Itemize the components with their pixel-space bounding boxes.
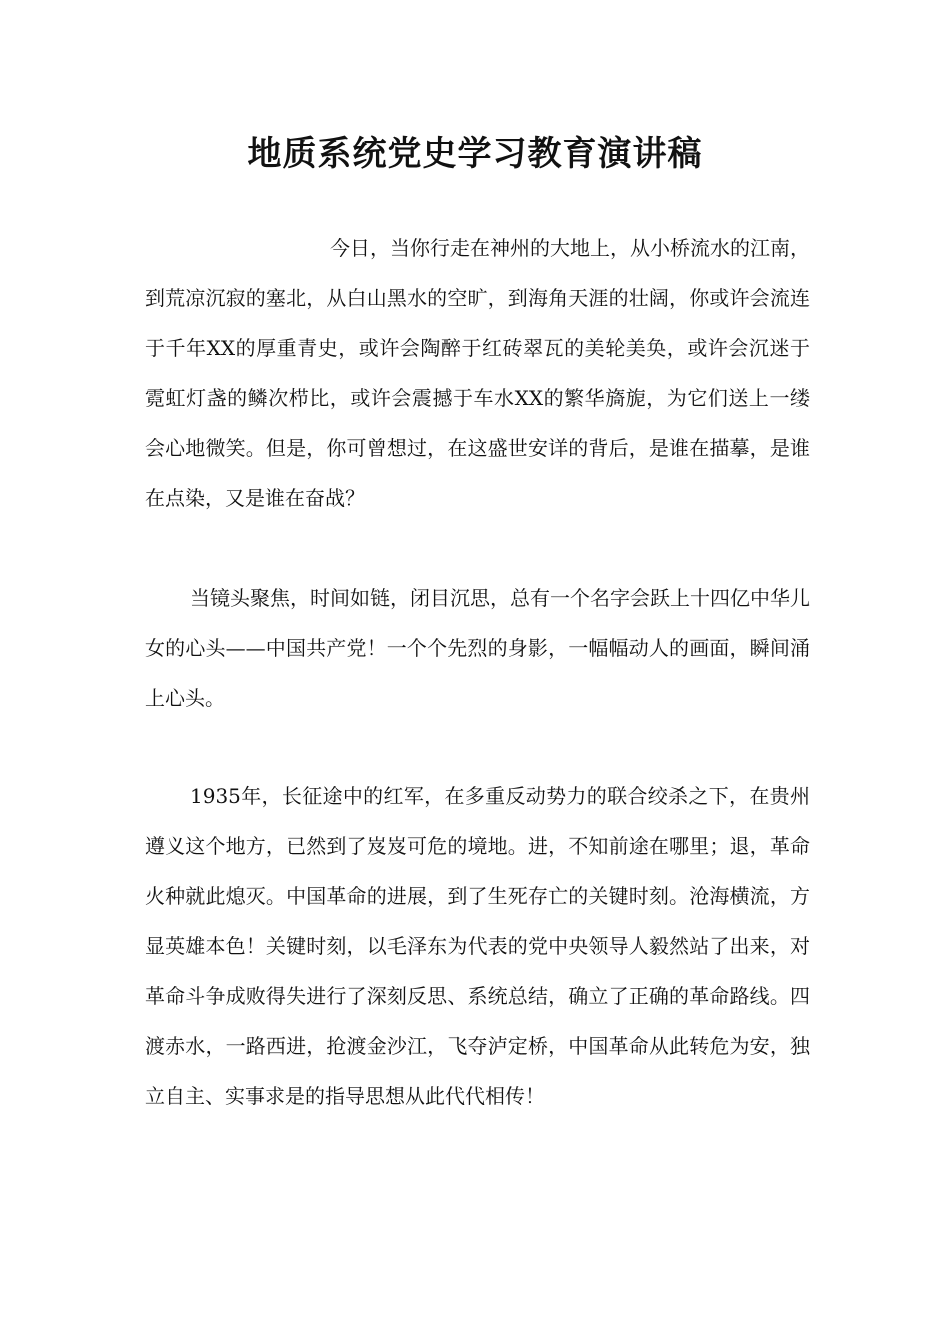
document-title: 地质系统党史学习教育演讲稿: [247, 134, 703, 174]
paragraph-2: 当镜头聚焦，时间如链，闭目沉思，总有一个名字会跃上十四亿中华儿女的心头——中国共产党！一个个先烈的身影，一幅幅动人的画面，瞬间涌上心头。: [145, 586, 810, 710]
paragraph-1: 今日，当你行走在神州的大地上，从小桥流水的江南，到荒凉沉寂的塞北，从白山黑水的空旷，到海角天涯的壮阔，你或许会流连于千年XX的厚重青史，或许会陶醉于红砖翠瓦的美轮美奂，或许会沉迷于霓虹灯盏的鳞次栉比，或许会震撼于车水XX的繁华旖旎，为它们送上一缕会心地微笑。但是，你可曾想过，在这盛世安详的背后，是谁在描摹，是谁在点染，又是谁在奋战？: [145, 236, 810, 510]
paragraph-3: 1935年，长征途中的红军，在多重反动势力的联合绞杀之下，在贵州遵义这个地方，已然到了岌岌可危的境地。进，不知前途在哪里；退，革命火种就此熄灭。中国革命的进展，到了生死存亡的关键时刻。沧海横流，方显英雄本色！关键时刻，以毛泽东为代表的党中央领导人毅然站了出来，对革命斗争成败得失进行了深刻反思、系统总结，确立了正确的革命路线。四渡赤水，一路西进，抢渡金沙江，飞夺泸定桥，中国革命从此转危为安，独立自主、实事求是的指导思想从此代代相传！: [145, 784, 810, 1108]
